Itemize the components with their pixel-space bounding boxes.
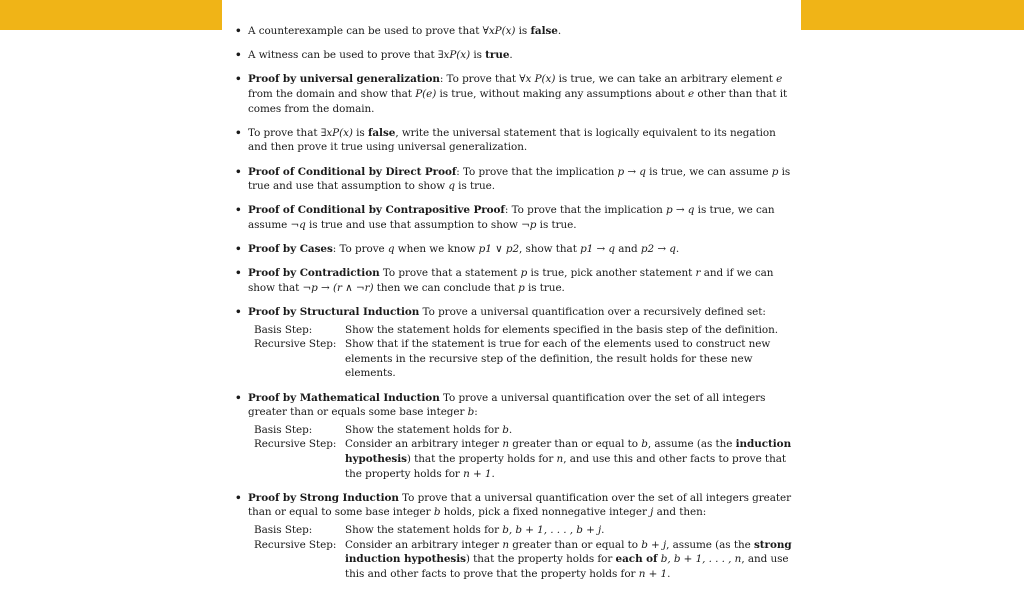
basis-step xyxy=(254,323,798,338)
recursive-step-label: Recursive Step: xyxy=(254,438,337,451)
induction-steps xyxy=(248,323,798,381)
item-text: A counterexample can be used to prove that ∀xP(x) is false. xyxy=(248,25,562,37)
basis-step xyxy=(254,523,798,538)
item-heading: Proof of Conditional by Contrapositive Proof xyxy=(248,204,505,217)
item-text: To prove that ∃xP(x) is false, write the universal statement that is logically equivalent to its negation and then prove it true using universal generalization. xyxy=(248,126,776,154)
list-item-witness xyxy=(233,48,798,63)
bullet-icon: • xyxy=(235,165,242,178)
basis-step xyxy=(254,423,798,438)
item-text: Proof by Cases: To prove q when we know p1 ∨ p2, show that p1 → q and p2 → q. xyxy=(248,243,680,256)
bullet-icon: • xyxy=(235,126,242,139)
bullet-icon: • xyxy=(235,491,242,504)
list-item-strong-induction xyxy=(233,491,798,582)
bullet-icon: • xyxy=(235,204,242,217)
item-heading: Proof by Mathematical Induction xyxy=(248,391,440,404)
item-text: Proof by Strong Induction To prove that a universal quantification over the set of all integers greater than or equal to some base integer b holds, pick a fixed nonnegative integer j and then: xyxy=(248,491,792,519)
list-item-mathematical-induction xyxy=(233,391,798,482)
recursive-step-text: Show that if the statement is true for each of the elements used to construct new elements in the recursive step of the definition, the result holds for these new elements. xyxy=(345,338,771,380)
recursive-step xyxy=(254,337,798,381)
basis-step-label: Basis Step: xyxy=(254,423,313,436)
basis-step-label: Basis Step: xyxy=(254,323,313,336)
bullet-icon: • xyxy=(235,25,242,37)
bullet-icon: • xyxy=(235,391,242,404)
list-item-existential-false xyxy=(233,126,798,155)
proof-methods-list xyxy=(233,24,798,591)
item-text: Proof by universal generalization: To prove that ∀x P(x) is true, we can take an arbitrary element e from the domain and show that P(e) is true, without making any assumptions about e other than that it comes from the domain. xyxy=(248,73,788,115)
item-text: Proof of Conditional by Direct Proof: To prove that the implication p → q is true, we can assume p is true and use that assumption to show q is true. xyxy=(248,165,791,193)
recursive-step xyxy=(254,437,798,481)
item-text: A witness can be used to prove that ∃xP(x) is true. xyxy=(248,49,513,62)
basis-step-text: Show the statement holds for b, b + 1, . . . , b + j. xyxy=(345,523,605,536)
list-item-universal-generalization xyxy=(233,72,798,116)
list-item-contradiction xyxy=(233,266,798,295)
bullet-icon: • xyxy=(235,306,242,319)
accent-bar-right xyxy=(801,0,1024,30)
item-heading: Proof of Conditional by Direct Proof xyxy=(248,165,457,178)
induction-steps xyxy=(248,523,798,581)
item-heading: Proof by Cases xyxy=(248,243,333,256)
recursive-step-label: Recursive Step: xyxy=(254,338,337,351)
induction-steps xyxy=(248,423,798,481)
list-item-proof-by-cases xyxy=(233,242,798,257)
item-text: Proof by Mathematical Induction To prove a universal quantification over the set of all integers greater than or equals some base integer b: xyxy=(248,391,766,419)
basis-step-text: Show the statement holds for b. xyxy=(345,423,513,436)
basis-step-text: Show the statement holds for elements specified in the basis step of the definition. xyxy=(345,323,779,336)
item-heading: Proof by Structural Induction xyxy=(248,306,420,319)
bullet-icon: • xyxy=(235,73,242,86)
item-text: Proof by Structural Induction To prove a universal quantification over a recursively defined set: xyxy=(248,306,766,319)
item-heading: Proof by Strong Induction xyxy=(248,491,399,504)
recursive-step xyxy=(254,538,798,582)
item-heading: Proof by Contradiction xyxy=(248,267,380,280)
item-text: Proof by Contradiction To prove that a statement p is true, pick another statement r and if we can show that ¬p → (r ∧ ¬r) then we can conclude that p is true. xyxy=(248,267,774,294)
list-item-structural-induction xyxy=(233,305,798,381)
recursive-step-text: Consider an arbitrary integer n greater than or equal to b, assume (as the induction hypothesis) that the property holds for n, and use this and other facts to prove that the property holds for n + 1. xyxy=(345,438,792,480)
list-item-contrapositive-proof xyxy=(233,203,798,232)
list-item-direct-proof xyxy=(233,165,798,194)
basis-step-label: Basis Step: xyxy=(254,523,313,536)
bullet-icon: • xyxy=(235,243,242,256)
recursive-step-text: Consider an arbitrary integer n greater than or equal to b + j, assume (as the strong induction hypothesis) that the property holds for each of b, b + 1, . . . , n, and use this and other facts to prove that the property holds for n + 1. xyxy=(345,538,792,580)
recursive-step-label: Recursive Step: xyxy=(254,538,337,551)
item-text: Proof of Conditional by Contrapositive Proof: To prove that the implication p → q is true, we can assume ¬q is true and use that assumption to show ¬p is true. xyxy=(248,204,775,231)
bullet-icon: • xyxy=(235,267,242,280)
item-heading: Proof by universal generalization xyxy=(248,73,440,86)
accent-bar-left xyxy=(0,0,222,30)
list-item-counterexample xyxy=(233,24,798,39)
bullet-icon: • xyxy=(235,49,242,62)
